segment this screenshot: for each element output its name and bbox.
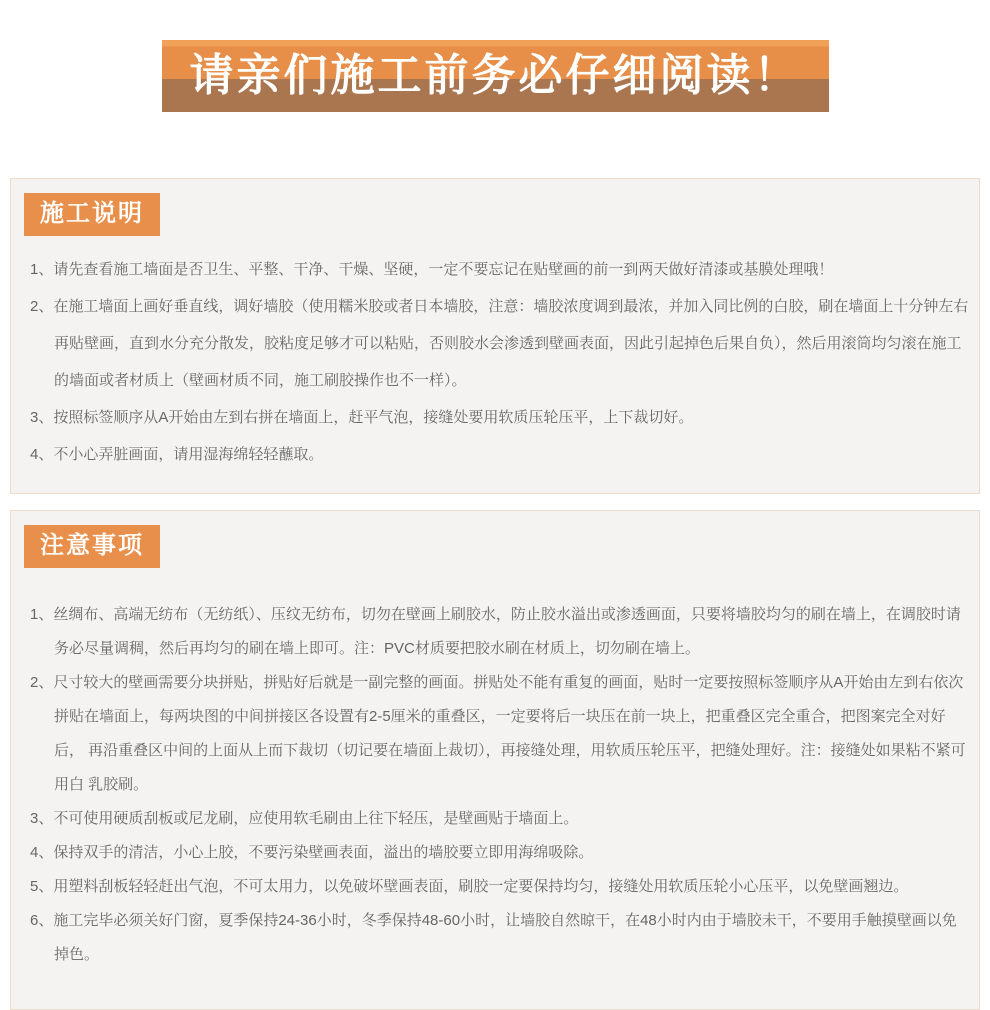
precaution-item: 3、不可使用硬质刮板或尼龙刷，应使用软毛刷由上往下轻压，是壁画贴于墙面上。 bbox=[30, 809, 579, 827]
precautions-list bbox=[24, 598, 969, 972]
read-before-construction-banner bbox=[162, 40, 829, 112]
construction-notes-list bbox=[24, 251, 969, 473]
banner-title: 请亲们施工前务必仔细阅读！ bbox=[189, 51, 801, 100]
precaution-item: 2、尺寸较大的壁画需要分块拼贴，拼贴好后就是一副完整的画面。拼贴处不能有重复的画面，贴时一定要按照标签顺序从A开始由左到右依次 拼贴在墙面上，每两块图的中间拼接区各设置有2-5厘米的重叠区，一定要将后一块压在前一块上，把重叠区完全重合，把图案完全对好后， 再沿重叠区中间的上面从上而下裁切（切记要在墙面上裁切），再接缝处理，用软质压轮压平，把缝处理好。注：接缝处如果粘不紧可用白 乳胶刷。 bbox=[30, 673, 966, 793]
construction-note-item: 3、按照标签顺序从A开始由左到右拼在墙面上，赶平气泡，接缝处要用软质压轮压平，上下裁切好。 bbox=[30, 408, 694, 426]
construction-note-item: 1、请先查看施工墙面是否卫生、平整、干净、干燥、坚硬，一定不要忘记在贴壁画的前一到两天做好清漆或基膜处理哦！ bbox=[30, 260, 834, 278]
precaution-item: 5、用塑料刮板轻轻赶出气泡，不可太用力，以免破坏壁画表面，刷胶一定要保持均匀，接缝处用软质压轮小心压平，以免壁画翘边。 bbox=[30, 877, 909, 895]
construction-notes-section bbox=[10, 178, 980, 494]
construction-note-item: 2、在施工墙面上画好垂直线，调好墙胶（使用糯米胶或者日本墙胶，注意：墙胶浓度调到最浓，并加入同比例的白胶，刷在墙面上十分钟左右 再贴壁画，直到水分充分散发，胶粘度足够才可以粘贴，否则胶水会渗透到壁画表面，因此引起掉色后果自负），然后用滚筒均匀滚在施工 的墙面或者材质上（壁画材质不同，施工刷胶操作也不一样）。 bbox=[30, 297, 969, 389]
precaution-item: 4、保持双手的清洁，小心上胶，不要污染壁画表面，溢出的墙胶要立即用海绵吸除。 bbox=[30, 843, 594, 861]
precaution-item: 6、施工完毕必须关好门窗，夏季保持24-36小时，冬季保持48-60小时，让墙胶自然晾干，在48小时内由于墙胶未干，不要用手触摸壁画以免 掉色。 bbox=[30, 911, 957, 963]
construction-notes-heading: 施工说明 bbox=[24, 193, 160, 236]
precautions-section bbox=[10, 510, 980, 1010]
precaution-item: 1、丝绸布、高端无纺布（无纺纸）、压纹无纺布，切勿在壁画上刷胶水，防止胶水溢出或渗透画面，只要将墙胶均匀的刷在墙上，在调胶时请 务必尽量调稠，然后再均匀的刷在墙上即可。注：PVC材质要把胶水刷在材质上，切勿刷在墙上。 bbox=[30, 605, 961, 657]
construction-note-item: 4、不小心弄脏画面，请用湿海绵轻轻蘸取。 bbox=[30, 445, 324, 463]
precautions-heading: 注意事项 bbox=[24, 525, 160, 568]
